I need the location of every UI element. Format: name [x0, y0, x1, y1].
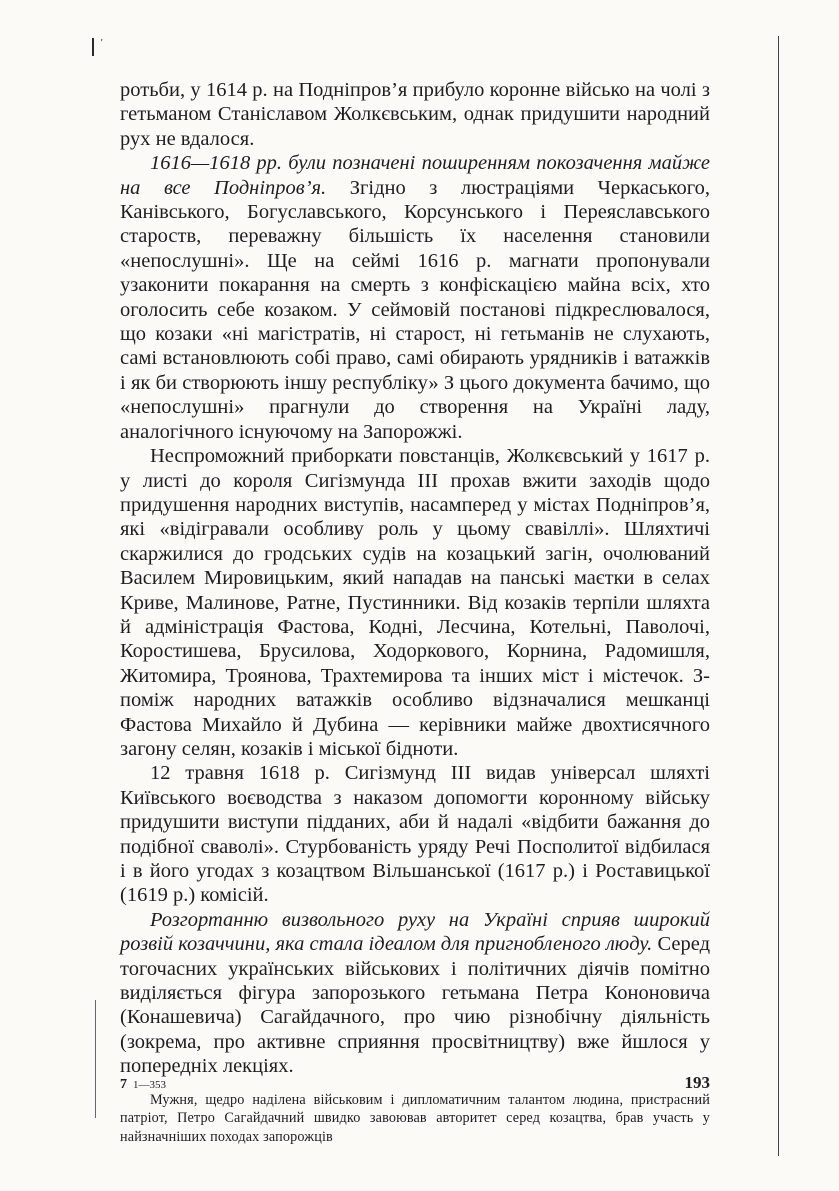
- scan-edge-line-left-lower: [95, 1000, 96, 1118]
- page-footer: [120, 1073, 710, 1093]
- signature-mark: [120, 1077, 166, 1093]
- signature-number: 7: [120, 1077, 127, 1092]
- paragraph-5-text: Серед тогочасних українських військових і політичних діячів помітно виділяється фігура запорозького гетьмана Петра Кононовича (Конашевича) Сагайдачного, про чию різнобічну діяльність (зокрема, про активне сприяння просвітництву) вже йшлося у попередніх лекціях.: [120, 933, 710, 1078]
- small-print-paragraph: Мужня, щедро наділена військовим і дипломатичним талантом людина, пристрасний патріот, Петро Сагайдачний швидко завоював авторитет серед козацтва, брав участь у найзначніших походах запорожців: [120, 1091, 710, 1145]
- page-body: [120, 78, 710, 1146]
- paragraph-2-italic-lead: 1616—1618 рр. були позначені поширенням покозачення майже на все Подніпров’я.: [120, 152, 710, 199]
- paragraph-3: [120, 444, 710, 761]
- paragraph-2-text: Згідно з люстраціями Черкаського, Канівського, Богуславського, Корсунського і Переяславського староств, переважну більшість їх населення становили «непослушні». Ще на сеймі 1616 р. магнати пропонували узаконити покарання на смерть з конфіскацією майна всіх, хто оголосить себе козаком. У сеймовій постанові підкреслювалося, що козаки «ні магістратів, ні старост, ні гетьманів не слухають, самі встановлюють собі право, самі обирають урядників і ватажків і як би створюють іншу республіку» З цього документа бачимо, що «непослушні» прагнули до створення на Україні ладу, аналогічного існуючому на Запорожжі.: [120, 176, 710, 443]
- paragraph-5: [120, 908, 710, 1079]
- scan-tick-mark: ’: [100, 38, 104, 49]
- paragraph-4: [120, 761, 710, 907]
- paragraph-3-text: Неспроможний приборкати повстанців, Жолкєвський у 1617 р. у листі до короля Сигізмунда III прохав вжити заходів щодо придушення народних виступів, насамперед у містах Подніпров’я, які «відігравали особливу роль у цьому свавіллі». Шляхтичі скаржилися до гродських судів на козацький загін, очолюваний Василем Мировицьким, який нападав на панські маєтки в селах Криве, Малинове, Ратне, Пустинники. Від козаків терпіли шляхта й адміністрація Фастова, Кодні, Лесчина, Котельні, Паволочі, Коростишева, Брусилова, Ходоркового, Корнина, Радомишля, Житомира, Троянова, Трахтемирова та інших міст і містечок. З-поміж народних ватажків особливо відзначалися мешканці Фастова Михайло й Дубина — керівники майже двохтисячного загону селян, козаків і міської бідноти.: [120, 445, 710, 760]
- paragraph-1: [120, 78, 710, 151]
- paragraph-4-text: 12 травня 1618 р. Сигізмунд III видав універсал шляхті Київського воєводства з наказом допомогти коронному війську придушити виступи підданих, аби й надалі «відбити бажання до подібної сваволі». Стурбованість уряду Речі Посполитої відбилася і в його угодах з козацтвом Вільшанської (1617 р.) і Роставицької (1619 р.) комісій.: [120, 762, 710, 907]
- page-number: 193: [684, 1073, 710, 1092]
- paragraph-1-text: ротьби, у 1614 р. на Подніпров’я прибуло коронне військо на чолі з гетьманом Станіславом Жолкєвським, однак придушити народний рух не вдалося.: [120, 79, 710, 150]
- paragraph-2: [120, 151, 710, 444]
- paragraph-5-italic-lead: Розгортанню визвольного руху на Україні сприяв широкий розвій козаччини, яка стала ідеалом для пригнобленого люду.: [120, 908, 710, 956]
- scan-edge-line-right: [778, 36, 779, 1156]
- signature-code: 1—353: [133, 1079, 166, 1091]
- scan-edge-mark-top-left: [92, 38, 94, 56]
